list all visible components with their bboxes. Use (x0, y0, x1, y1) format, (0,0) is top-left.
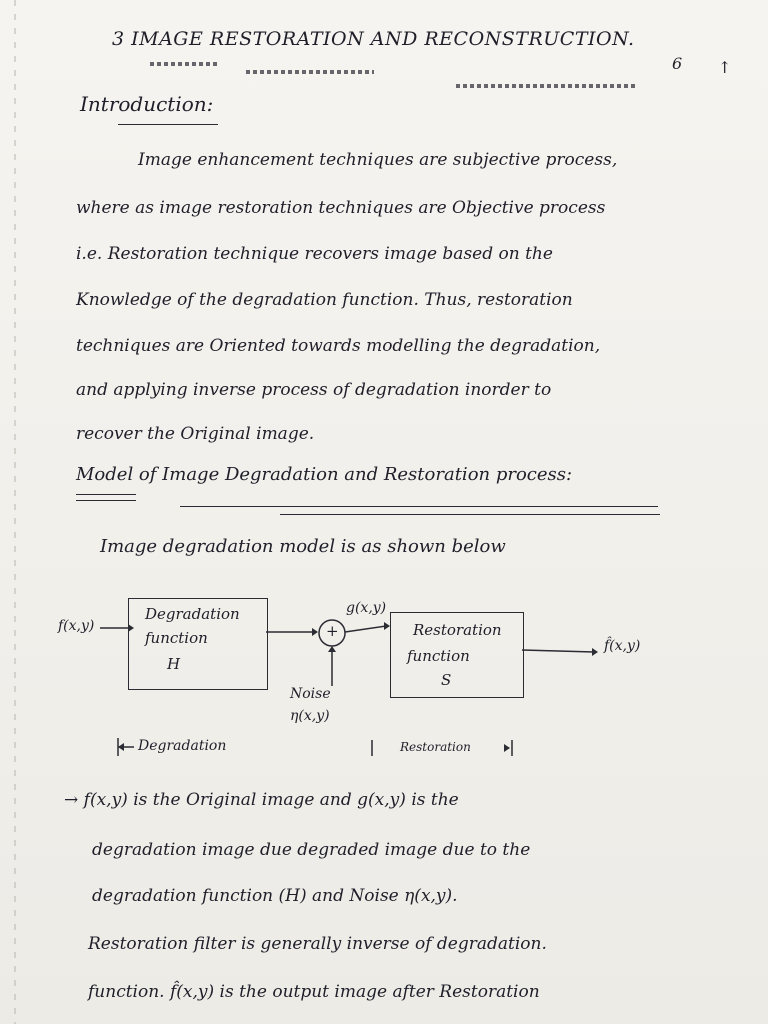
degradation-span-label: Degradation (138, 738, 227, 754)
degradation-span-arrowhead (118, 743, 124, 751)
output-arrow (522, 650, 594, 652)
intro-line-1: Image enhancement techniques are subjective process, (138, 150, 618, 170)
degradation-box-line-2: function (145, 629, 208, 647)
input-label: f(x,y) (58, 618, 95, 634)
page-number: 6 (672, 54, 683, 73)
adder-to-s-arrow (345, 626, 386, 632)
intro-line-5: techniques are Oriented towards modelling the degradation, (76, 336, 601, 356)
model-subheading: Image degradation model is as shown below (100, 536, 506, 557)
degradation-box-line-3: H (167, 655, 181, 673)
intro-line-6: and applying inverse process of degradation inorder to (76, 380, 552, 400)
restoration-box-line-2: function (407, 647, 470, 665)
noise-arrowhead (328, 646, 336, 652)
restoration-span-arrowhead (504, 744, 510, 752)
degradation-box-line-1: Degradation (145, 605, 240, 623)
chapter-title: 3 IMAGE RESTORATION AND RECONSTRUCTION. (112, 28, 635, 50)
output-arrowhead (592, 648, 598, 656)
noise-symbol: η(x,y) (290, 708, 330, 724)
model-heading: Model of Image Degradation and Restoration process: (76, 464, 573, 485)
restoration-box-line-3: S (441, 671, 452, 689)
explanation-line-1: → f(x,y) is the Original image and g(x,y) is the (64, 790, 459, 810)
explanation-line-3: degradation function (H) and Noise η(x,y). (92, 886, 458, 906)
intro-line-4: Knowledge of the degradation function. Thus, restoration (76, 290, 573, 310)
intro-line-3: i.e. Restoration technique recovers image based on the (76, 244, 553, 264)
intro-line-2: where as image restoration techniques are Objective process (76, 198, 606, 218)
restoration-box (390, 612, 524, 698)
noise-label: Noise (290, 686, 331, 702)
adder-symbol: + (326, 622, 339, 640)
explanation-line-4: Restoration filter is generally inverse of degradation. (88, 934, 547, 954)
output-label: f̂(x,y) (604, 638, 641, 654)
restoration-span-label: Restoration (400, 740, 471, 754)
intro-line-7: recover the Original image. (76, 424, 315, 444)
h-to-adder-arrowhead (312, 628, 318, 636)
intro-heading: Introduction: (80, 92, 214, 116)
corner-mark: ↑ (718, 58, 732, 77)
degradation-box (128, 598, 268, 690)
g-label: g(x,y) (346, 600, 387, 616)
restoration-box-line-1: Restoration (413, 621, 502, 639)
explanation-line-2: degradation image due degraded image due to the (92, 840, 531, 860)
explanation-line-5: function. f̂(x,y) is the output image after Restoration (88, 982, 540, 1002)
